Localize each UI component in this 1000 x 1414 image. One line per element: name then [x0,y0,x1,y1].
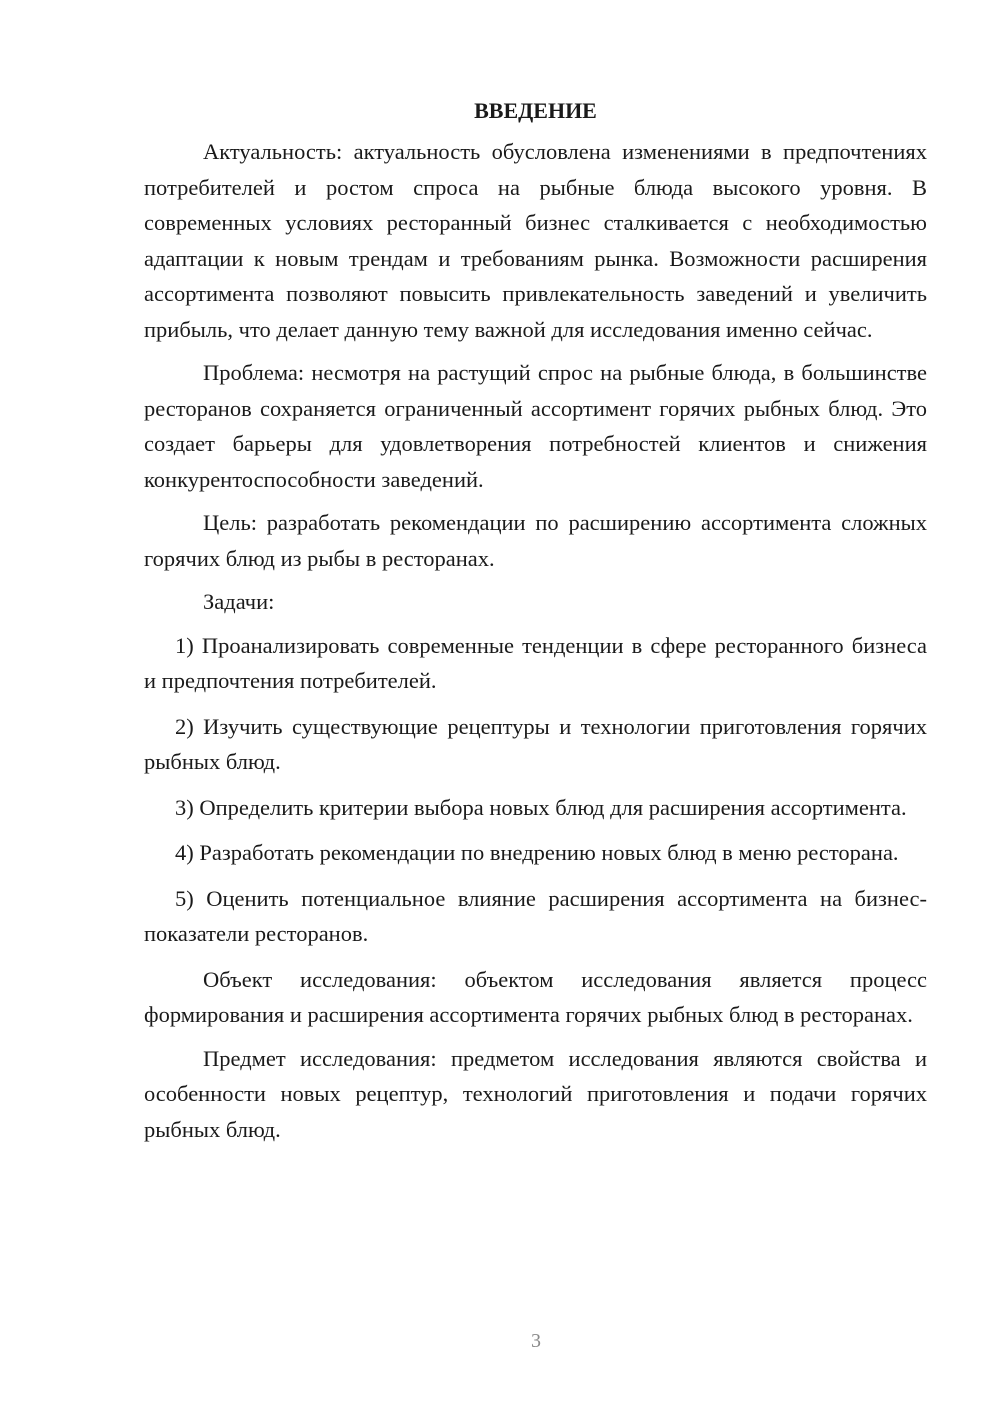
tasks-heading: Задачи: [203,589,275,614]
paragraph-subject: Предмет исследования: предметом исследования являются свойства и особенности новых рецептур, технологий приготовления и подачи горячих рыбных блюд. [144,1045,927,1142]
page-number: 3 [531,1330,541,1352]
task-item-4: 4) Разработать рекомендации по внедрению новых блюд в меню ресторана. [175,840,899,865]
paragraph-object: Объект исследования: объектом исследования является процесс формирования и расширения ассортимента горячих рыбных блюд в ресторанах. [144,966,927,1027]
document-page [144,96,927,1155]
task-item-1: 1) Проанализировать современные тенденции в сфере ресторанного бизнеса и предпочтения потребителей. [144,632,927,693]
task-item-3: 3) Определить критерии выбора новых блюд для расширения ассортимента. [175,794,907,820]
task-item-5: 5) Оценить потенциальное влияние расширения ассортимента на бизнес-показатели ресторанов. [144,885,927,946]
paragraph-goal: Цель: разработать рекомендации по расширению ассортимента сложных горячих блюд из рыбы в ресторанах. [144,510,927,571]
task-item-2: 2) Изучить существующие рецептуры и технологии приготовления горячих рыбных блюд. [144,713,927,774]
section-title: ВВЕДЕНИЕ [474,98,597,123]
paragraph-relevance: Актуальность: актуальность обусловлена изменениями в предпочтениях потребителей и ростом спроса на рыбные блюда высокого уровня. В современных условиях ресторанный бизнес сталкивается с необходимостью адаптации к новым трендам и требованиям рынка. Возможности расширения ассортимента позволяют повысить привлекательность заведений и увеличить прибыль, что делает данную тему важной для исследования именно сейчас. [144,139,927,342]
paragraph-problem: Проблема: несмотря на растущий спрос на рыбные блюда, в большинстве ресторанов сохраняется ограниченный ассортимент горячих рыбных блюд. Это создает барьеры для удовлетворения потребностей клиентов и снижения конкурентоспособности заведений. [144,360,927,492]
